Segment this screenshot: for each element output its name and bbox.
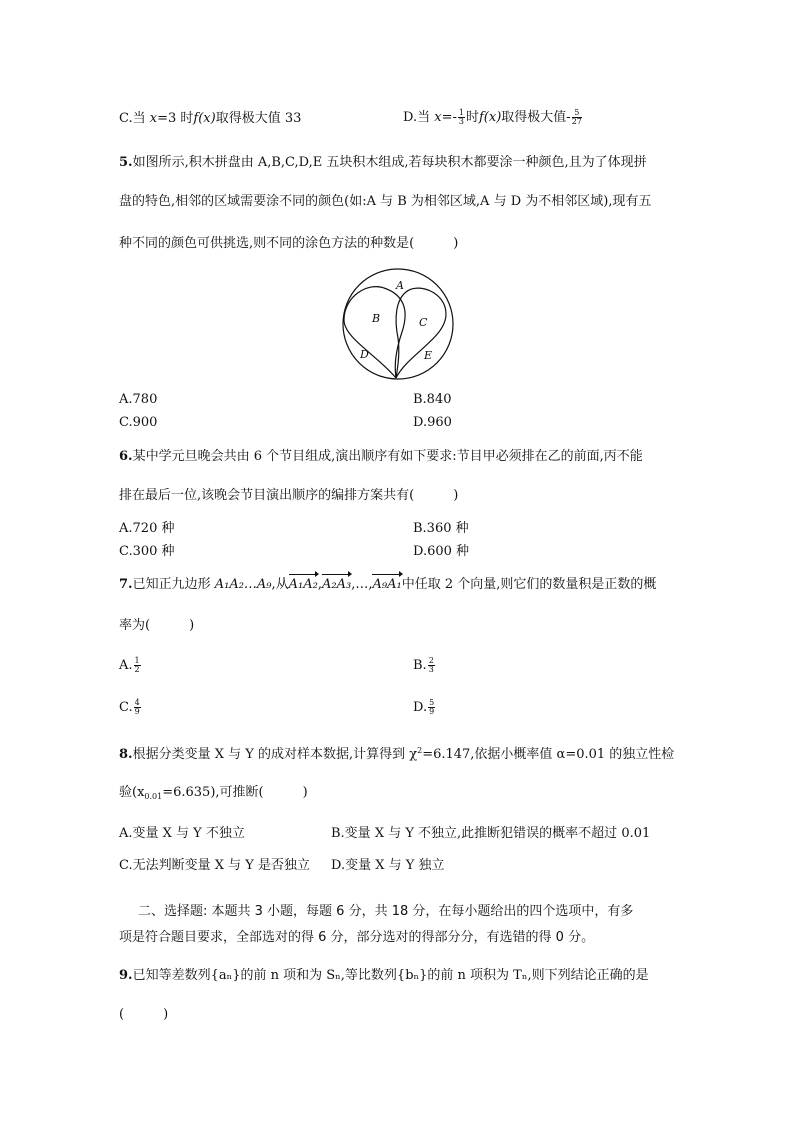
q9-line-2: ( ): [119, 1007, 169, 1022]
label-a: A: [396, 279, 404, 292]
vector-a1a2: A₁A₂: [288, 577, 318, 592]
q7-line-2: 率为( ): [119, 618, 195, 633]
section-2-line-2: 项是符合题目要求，全部选对的得 6 分，部分选对的得部分分，有选错的得 0 分。: [119, 930, 595, 945]
right-lobe-curve: [396, 288, 446, 378]
q6-line-1: 6.某中学元旦晚会共由 6 个节目组成,演出顺序有如下要求:节目甲必须排在乙的前面,丙不能: [119, 449, 643, 464]
q5-option-b[interactable]: B.840: [413, 392, 452, 407]
q8-option-a[interactable]: A.变量 X 与 Y 不独立: [119, 826, 245, 841]
q4-option-d[interactable]: D.当 x=- $\frac{1}{3}$ 时f(x)取得极大值- $\frac{5}{27}$: [403, 108, 582, 126]
label-c: C: [419, 316, 428, 329]
q5-option-a[interactable]: A.780: [119, 392, 158, 407]
fraction: $\frac{1}{2}$: [134, 656, 140, 674]
q7-option-a[interactable]: A. $\frac{1}{2}$: [119, 656, 140, 674]
q5-option-d[interactable]: D.960: [413, 415, 452, 430]
vector-a9a1: A₉A₁: [372, 577, 402, 592]
q6-option-d[interactable]: D.600 种: [413, 544, 470, 559]
block-puzzle-figure: [338, 268, 458, 386]
q7-option-c[interactable]: C. $\frac{4}{9}$: [119, 698, 140, 716]
q6-option-c[interactable]: C.300 种: [119, 544, 175, 559]
q7-option-b[interactable]: B. $\frac{2}{3}$: [413, 656, 434, 674]
label-e: E: [424, 349, 433, 362]
q7-option-d[interactable]: D. $\frac{5}{9}$: [413, 698, 435, 716]
q8-option-d[interactable]: D.变量 X 与 Y 独立: [331, 858, 445, 873]
q7-line-1: 7.已知正九边形 A₁A₂…A₉,从A₁A₂,A₂A₃,…,A₉A₁中任取 2 个向量,则它们的数量积是正数的概: [119, 577, 657, 592]
q5-line-1: 5.如图所示,积木拼盘由 A,B,C,D,E 五块积木组成,若每块积木都要涂一种颜色,且为了体现拼: [119, 155, 647, 170]
label-d: D: [360, 348, 369, 361]
q6-line-2: 排在最后一位,该晚会节目演出顺序的编排方案共有( ): [119, 488, 459, 503]
q5-line-3: 种不同的颜色可供挑选,则不同的涂色方法的种数是( ): [119, 236, 459, 251]
q8-option-c[interactable]: C.无法判断变量 X 与 Y 是否独立: [119, 858, 310, 873]
q5-option-c[interactable]: C.900: [119, 415, 158, 430]
fraction: $\frac{5}{9}$: [429, 698, 435, 716]
fraction: $\frac{4}{9}$: [134, 698, 140, 716]
q9-line-1: 9.已知等差数列{aₙ}的前 n 项和为 Sₙ,等比数列{bₙ}的前 n 项积为 Tₙ,则下列结论正确的是: [119, 968, 649, 983]
fraction: $\frac{5}{27}$: [571, 108, 582, 126]
q8-line-2: 验$(x_{0.01}=6.635)$,可推断( ): [119, 785, 308, 801]
label-b: B: [372, 312, 381, 325]
q8-line-1: 8.根据分类变量 X 与 Y 的成对样本数据,计算得到 $\chi^2=6.147$,依据小概率值 α=0.01 的独立性检: [119, 746, 675, 762]
q8-option-b[interactable]: B.变量 X 与 Y 不独立,此推断犯错误的概率不超过 0.01: [331, 826, 651, 841]
fraction: $\frac{1}{3}$: [458, 108, 464, 126]
section-2-line-1: 二、选择题: 本题共 3 小题，每题 6 分，共 18 分，在每小题给出的四个选项中，有多: [138, 904, 634, 919]
q4-option-c[interactable]: C.当 x=3 时f(x)取得极大值 33: [119, 111, 302, 126]
q6-option-b[interactable]: B.360 种: [413, 521, 469, 536]
vector-a2a3: A₂A₃: [322, 577, 352, 592]
q6-option-a[interactable]: A.720 种: [119, 521, 175, 536]
q5-line-2: 盘的特色,相邻的区域需要涂不同的颜色(如:A 与 B 为相邻区域,A 与 D 为不相邻区域),现有五: [119, 194, 652, 209]
left-lobe-curve: [344, 287, 405, 378]
fraction: $\frac{2}{3}$: [428, 656, 434, 674]
